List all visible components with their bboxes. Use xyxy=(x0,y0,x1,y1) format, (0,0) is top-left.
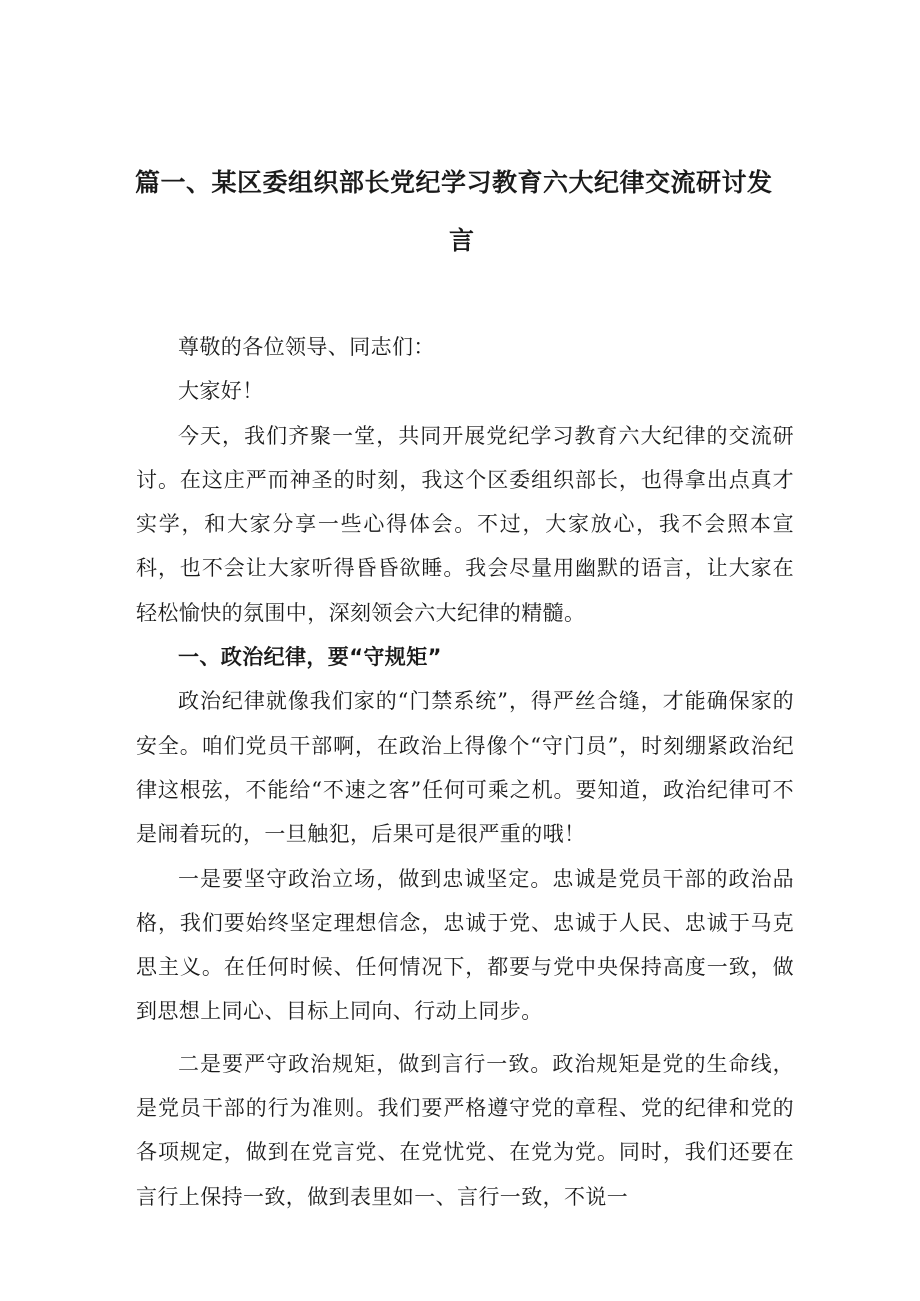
section1-paragraph-3: 二是要严守政治规矩，做到言行一致。政治规矩是党的生命线，是党员干部的行为准则。我们要严格遵守党的章程、党的纪律和党的各项规定，做到在党言党、在党忧党、在党为党。同时，我们还要在言行上保持一致，做到表里如一、言行一致，不说一 xyxy=(136,1051,794,1209)
section1-paragraph-1: 政治纪律就像我们家的“门禁系统”，得严丝合缝，才能确保家的安全。咱们党员干部啊，在政治上得像个“守门员”，时刻绷紧政治纪律这根弦，不能给“不速之客”任何可乘之机。要知道，政治纪律可不是闹着玩的，一旦触犯，后果可是很严重的哦！ xyxy=(136,689,794,847)
section1-heading: 一、政治纪律，要“守规矩” xyxy=(178,645,442,670)
document-body xyxy=(136,325,794,1219)
intro-paragraph: 今天，我们齐聚一堂，共同开展党纪学习教育六大纪律的交流研讨。在这庄严而神圣的时刻，我这个区委组织部长，也得拿出点真才实学，和大家分享一些心得体会。不过，大家放心，我不会照本宣科，也不会让大家听得昏昏欲睡。我会尽量用幽默的语言，让大家在轻松愉快的氛围中，深刻领会六大纪律的精髓。 xyxy=(136,423,794,625)
greeting: 大家好！ xyxy=(178,379,264,404)
document-title-line2: 言 xyxy=(449,226,475,255)
document-title-line1: 篇一、某区委组织部长党纪学习教育六大纪律交流研讨发 xyxy=(135,168,773,197)
salutation: 尊敬的各位领导、同志们： xyxy=(178,335,435,359)
section1-paragraph-2: 一是要坚守政治立场，做到忠诚坚定。忠诚是党员干部的政治品格，我们要始终坚定理想信念，忠诚于党、忠诚于人民、忠诚于马克思主义。在任何时候、任何情况下，都要与党中央保持高度一致，做到思想上同心、目标上同向、行动上同步。 xyxy=(136,866,794,1024)
